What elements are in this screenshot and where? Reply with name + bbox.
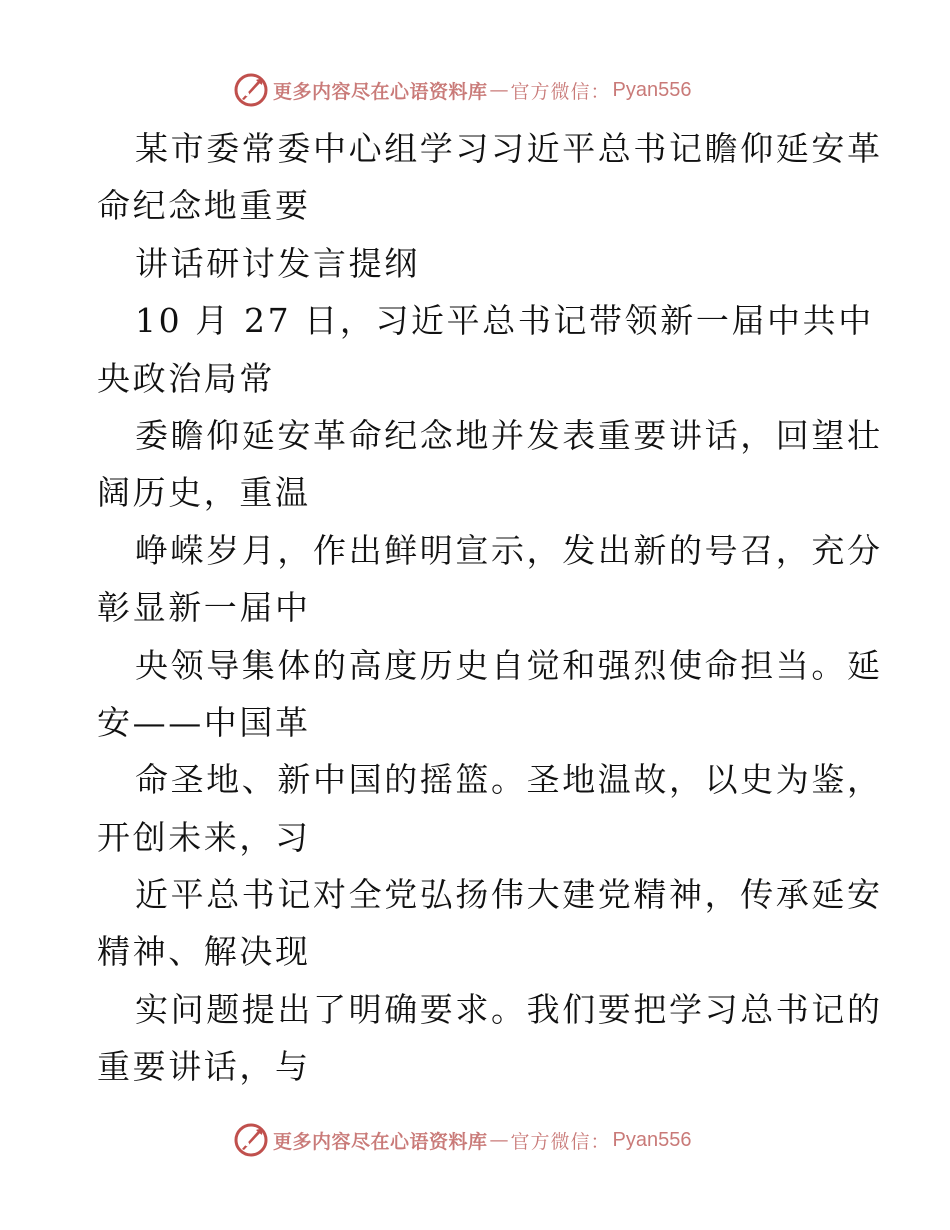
watermark-separator: — [489, 79, 509, 101]
subtitle-line: 讲话研讨发言提纲 [135, 243, 420, 283]
header-watermark [233, 70, 692, 110]
body-line: 峥嵘岁月，作出鲜明宣示，发出新的号召，充分 [135, 530, 883, 570]
quill-logo-icon [233, 1122, 269, 1158]
document-body [97, 120, 883, 1096]
watermark-wechat-label: 官方微信： [510, 1130, 611, 1153]
quill-logo-icon [233, 72, 269, 108]
watermark-site-text: 更多内容尽在心语资料库 [273, 1130, 488, 1153]
body-line: 实问题提出了明确要求。我们要把学习总书记的 [135, 989, 883, 1029]
body-line: 重要讲话，与 [97, 1047, 311, 1087]
title-line-2: 命纪念地重要 [97, 186, 311, 226]
body-line: 央领导集体的高度历史自觉和强烈使命担当。延 [135, 645, 883, 685]
body-line: 近平总书记对全党弘扬伟大建党精神，传承延安 [135, 875, 883, 915]
footer-watermark [233, 1120, 692, 1160]
body-line: 安——中国革 [97, 702, 311, 742]
title-line-1: 某市委常委中心组学习习近平总书记瞻仰延安革 [135, 129, 883, 168]
body-line: 命圣地、新中国的摇篮。圣地温故，以史为鉴， [135, 760, 883, 800]
body-line: 委瞻仰延安革命纪念地并发表重要讲话，回望壮 [135, 415, 883, 455]
body-line: 10 月 27 日，习近平总书记带领新一届中共中 [135, 301, 874, 341]
body-line: 开创未来，习 [97, 817, 311, 857]
watermark-site-text: 更多内容尽在心语资料库 [273, 80, 488, 103]
watermark-wechat-label: 官方微信： [510, 80, 611, 103]
watermark-separator: — [489, 1129, 509, 1151]
body-line: 央政治局常 [97, 358, 275, 398]
body-line: 精神、解决现 [97, 932, 311, 972]
body-line: 彰显新一届中 [97, 588, 311, 628]
body-line: 阔历史，重温 [97, 473, 311, 513]
watermark-wechat-id: Pyan556 [612, 1128, 692, 1151]
watermark-wechat-id: Pyan556 [612, 78, 692, 101]
